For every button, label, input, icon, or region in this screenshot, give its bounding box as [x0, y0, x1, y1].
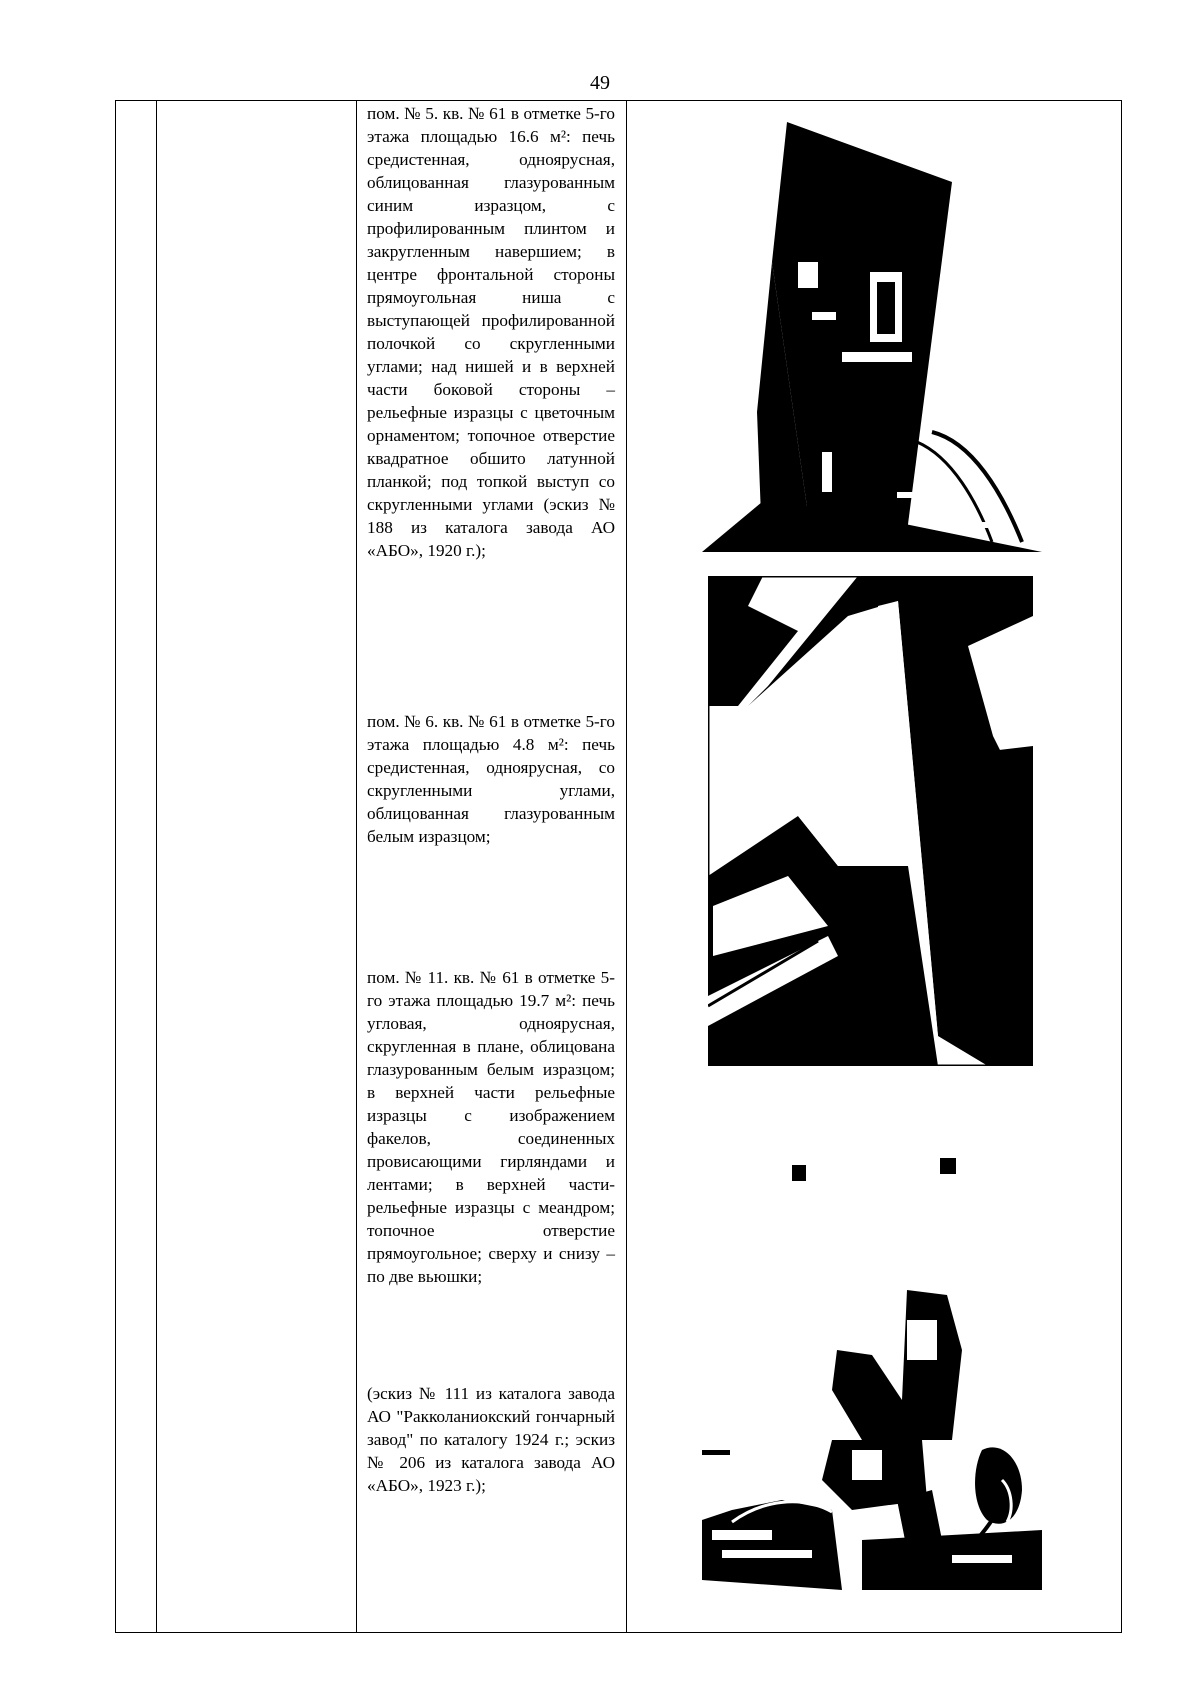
entry-catalog-note — [367, 1382, 615, 1497]
page-number: 49 — [590, 72, 610, 94]
stove-photo-icon — [702, 112, 1042, 552]
stove-photo-icon — [702, 1150, 1042, 1590]
entry-room-11 — [367, 966, 615, 1288]
column-divider-3 — [626, 101, 627, 1632]
column-divider-2 — [356, 101, 357, 1632]
stove-photo-3 — [702, 1150, 1042, 1590]
stove-photo-2 — [708, 576, 1033, 1066]
column-divider-1 — [156, 101, 157, 1632]
entry-text: (эскиз № 111 из каталога завода АО "Ракколаниокский гончарный завод" по каталогу 1924 г.; эскиз № 206 из каталога завода АО «АБО», 1923 г.); — [367, 1384, 615, 1495]
stove-photo-icon — [708, 576, 1033, 1066]
stove-photo-1 — [702, 112, 1042, 552]
entry-text: пом. № 11. кв. № 61 в отметке 5-го этажа площадью 19.7 м²: печь угловая, одноярусная, скругленная в плане, облицована глазурованным белым изразцом; в верхней части рельефные изразцы с изображением факелов, соединенных провисающими гирляндами и лентами; в верхней части- рельефные изразцы с меандром; топочное отверстие прямоугольное; сверху и снизу – по две вьюшки; — [367, 968, 615, 1286]
entry-text: пом. № 5. кв. № 61 в отметке 5-го этажа площадью 16.6 м²: печь средистенная, одноярусная, облицованная глазурованным синим изразцом, с профилированным плинтом и закругленным навершием; в центре фронтальной стороны прямоугольная ниша с выступающей профилированной полочкой со скругленными углами; над нишей и в верхней части боковой стороны – рельефные изразцы с цветочным орнаментом; топочное отверстие квадратное обшито латунной планкой; под топкой выступ со скругленными углами (эскиз № 188 из каталога завода АО «АБО», 1920 г.); — [367, 104, 615, 560]
entry-text: пом. № 6. кв. № 61 в отметке 5-го этажа площадью 4.8 м²: печь средистенная, одноярусная, со скругленными углами, облицованная глазурованным белым изразцом; — [367, 712, 615, 846]
entry-room-5 — [367, 102, 615, 562]
entry-room-6 — [367, 710, 615, 848]
description-cell — [367, 100, 615, 1633]
